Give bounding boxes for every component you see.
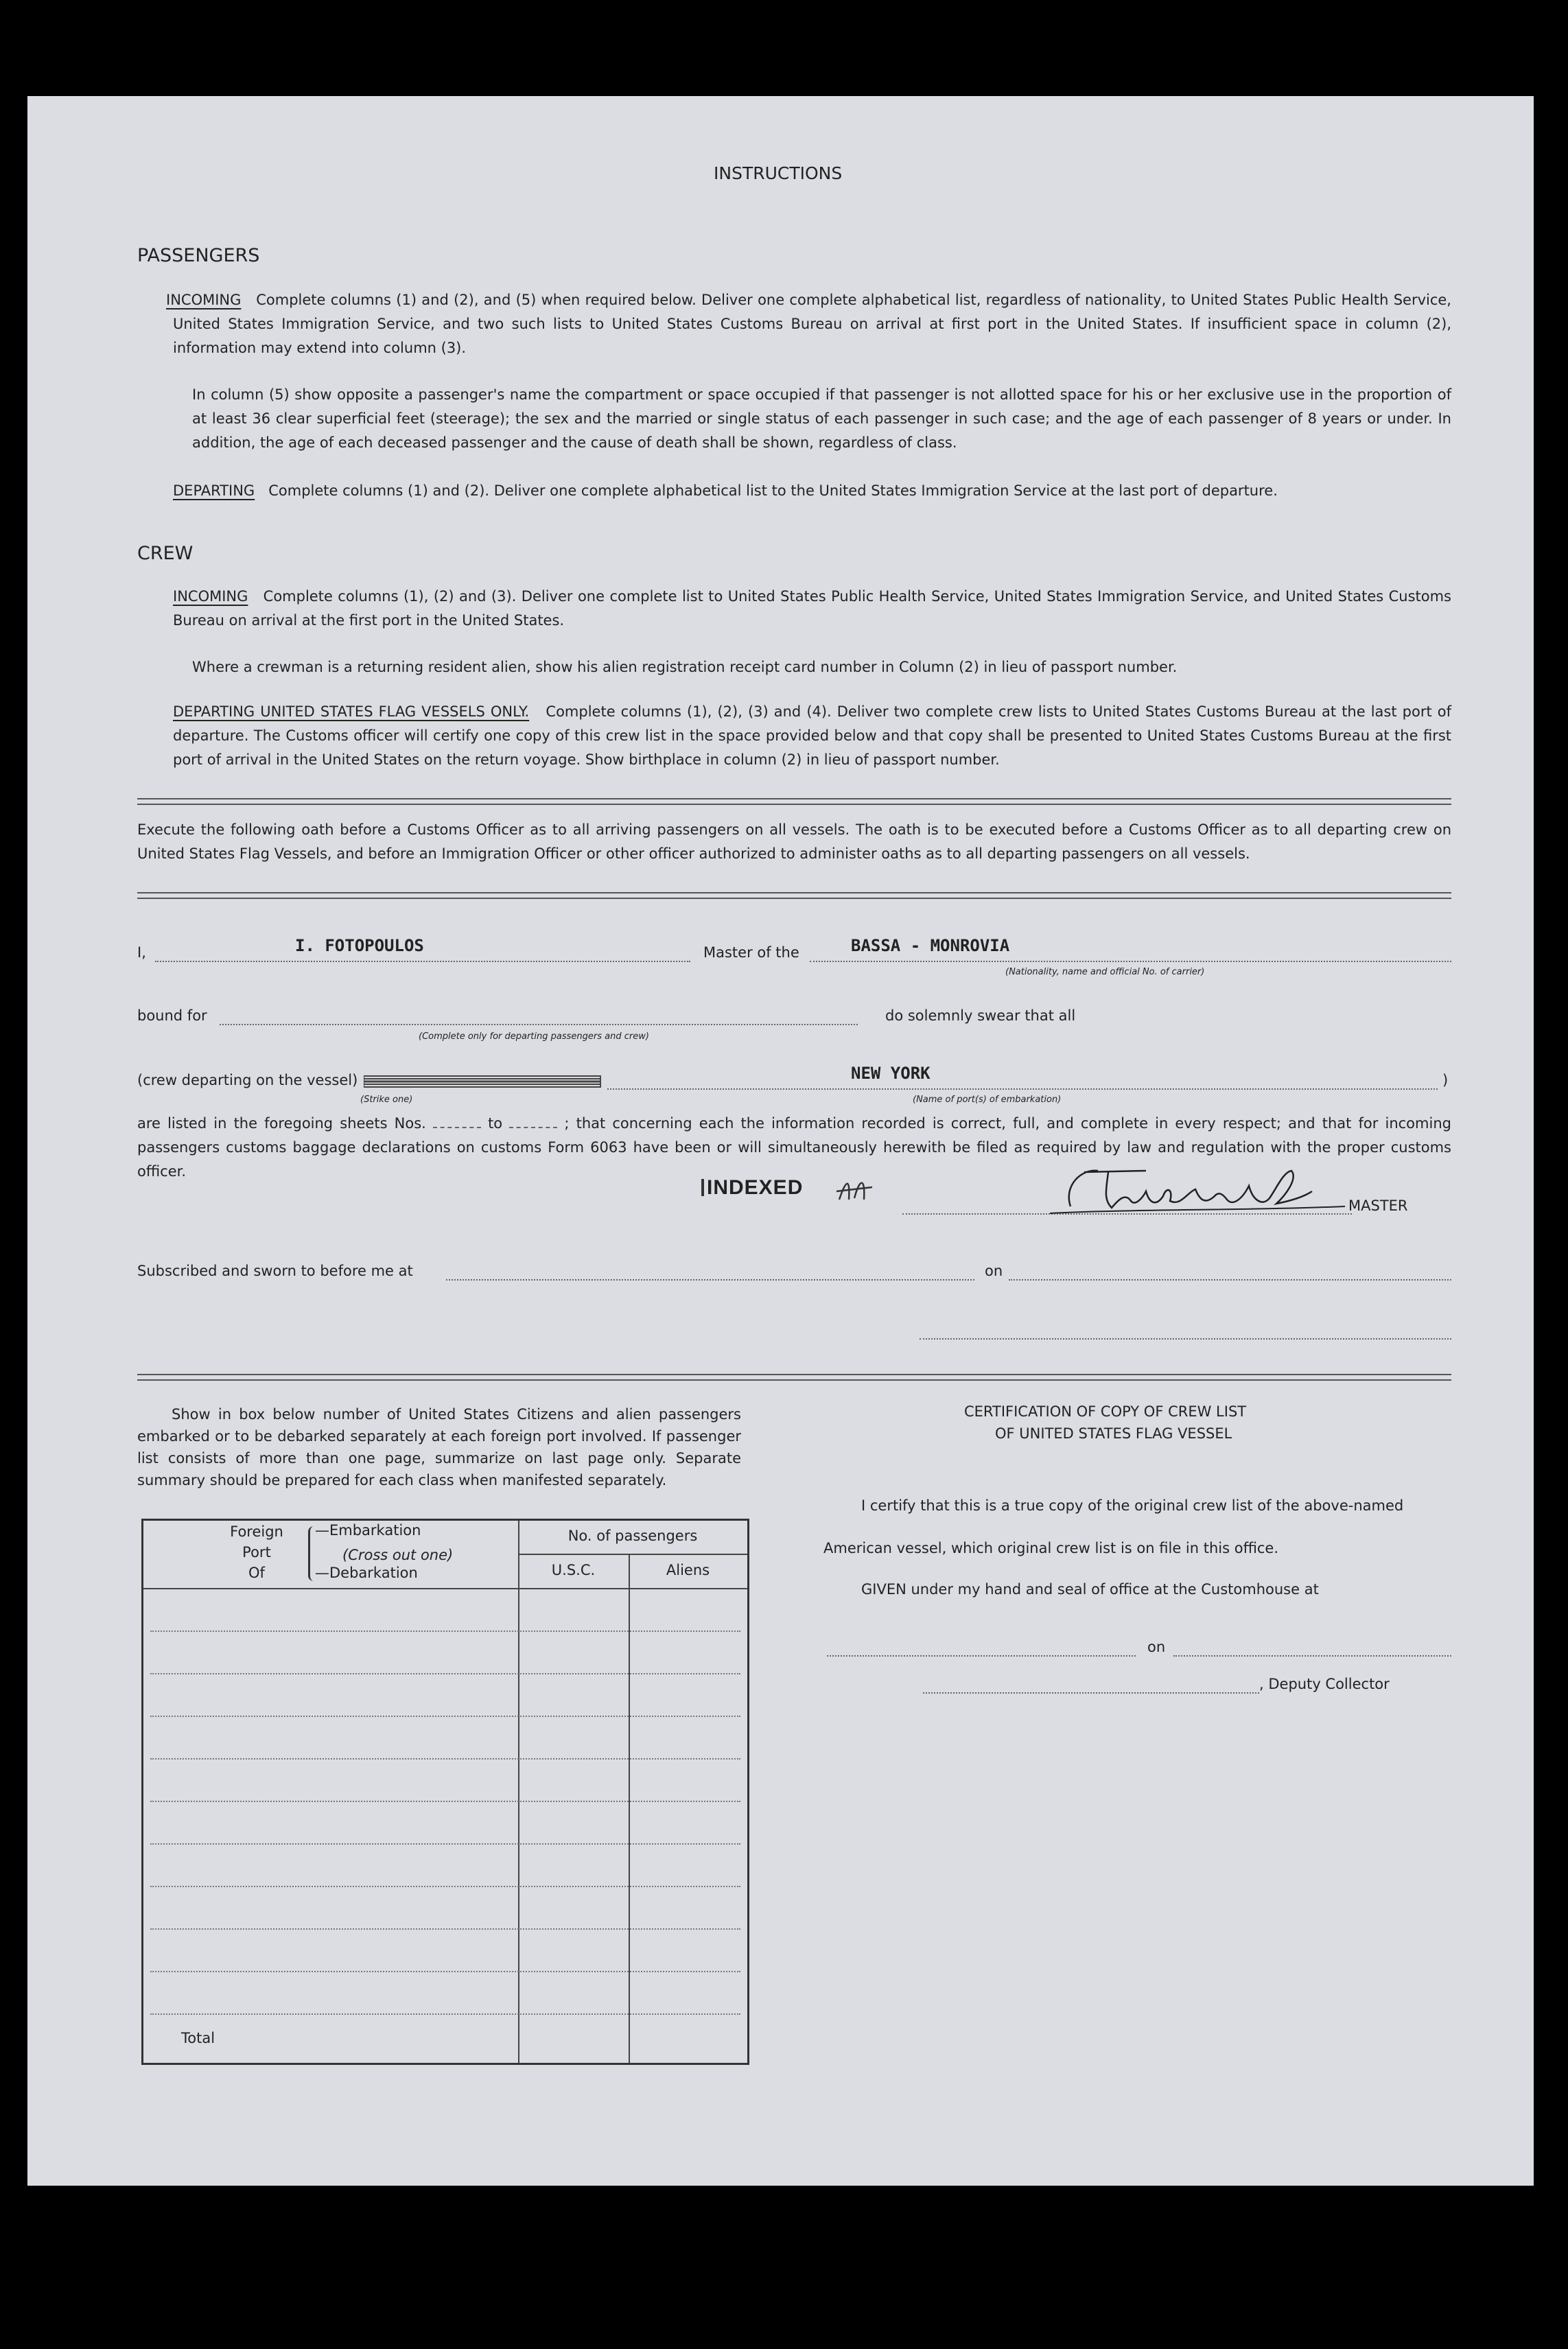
usc-label: U.S.C. [551, 1562, 596, 1578]
struck-out-text [364, 1073, 611, 1090]
sheets-text: are listed in the foregoing sheets Nos. [137, 1115, 426, 1132]
header-sep-passengers [518, 1554, 747, 1555]
form-sheet [27, 96, 1534, 2186]
table-row [150, 1801, 740, 1802]
col-divider-1 [518, 1521, 519, 2063]
master-label: MASTER [1348, 1197, 1408, 1214]
sheets-to-blank [509, 1127, 557, 1128]
strike-note: (Strike one) [360, 1095, 413, 1105]
of-label: Of [248, 1565, 265, 1581]
passengers-column5-text: In column (5) show opposite a passenger's name the compartment or space occupied if that passenger is not allotted space for his or her exclusive use in the proportion of at least 36 clear superficial feet (steerage); the sex and the married or single status of each passenger in such case; and the age of each passenger of 8 years or under. In addition, the age of each deceased passenger and the cause of death shall be shown, regardless of class. [192, 386, 1451, 451]
vessel-note: (Nationality, name and official No. of carrier) [1005, 967, 1205, 977]
port-line [607, 1088, 1438, 1090]
summary-instructions: Show in box below number of United States Citizens and alien passengers embarked or to be debarked separately at each foreign port involved. If passenger list consists of more than one page, summarize on last page only. Separate summary should be prepared for each class when manifested separately. [137, 1406, 741, 1488]
port-name: NEW YORK [851, 1064, 931, 1083]
deputy-signature-line [923, 1692, 1259, 1694]
crew-departing [173, 700, 1451, 772]
table-row [150, 1843, 740, 1845]
master-signature [1043, 1158, 1359, 1224]
table-row [150, 2013, 740, 2015]
crew-incoming-label: INCOMING [173, 588, 248, 605]
passengers-departing-text: Complete columns (1) and (2). Deliver one complete alphabetical list to the United States Immigration Service at the last port of departure. [268, 482, 1278, 499]
table-row [150, 1886, 740, 1887]
table-row [150, 1758, 740, 1760]
oath-i-label: I, [137, 944, 146, 961]
crew-incoming-text: Complete columns (1), (2) and (3). Deliver one complete list to United States Public Health Service, United States Immigration Service, and United States Customs Bureau on arrival at the first port in the United States. [173, 588, 1451, 629]
no-of-passengers-label: No. of passengers [567, 1528, 698, 1544]
close-paren: ) [1442, 1072, 1449, 1088]
oath-intro: Execute the following oath before a Customs Officer as to all arriving passengers on all vessels. The oath is to be executed before a Customs Officer as to all departing crew on United States Flag Vessels, and before an Immigration Officer or other officer authorized to administer oaths as to all departing passengers on all vessels. [137, 821, 1451, 862]
aliens-label: Aliens [666, 1562, 710, 1578]
certification-title-line1: CERTIFICATION OF COPY OF CREW LIST [964, 1403, 1247, 1420]
summary-box [141, 1519, 749, 2065]
crew-departing-text: Complete columns (1), (2), (3) and (4). Deliver two complete crew lists to United States Customs Bureau at the last port of departure. The Customs officer will certify one copy of this crew list in the space provided below and that copy shall be presented to United States Customs Bureau at the first port of arrival in the United States on the return voyage. Show birthplace in column (2) in lieu of passport number. [173, 703, 1452, 768]
passengers-incoming [166, 288, 1451, 360]
divider-oath [137, 892, 1451, 899]
passengers-departing-label: DEPARTING [173, 482, 255, 499]
table-row [150, 1716, 740, 1717]
certification-on-label: on [1147, 1639, 1166, 1655]
subscribed-on-label: on [985, 1263, 1003, 1279]
certify-text: ; that concerning each the information recorded is correct, full, and complete in every respect; and that for incoming passengers customs baggage declarations on customs Form 6063 have been or will simultaneously herewith be filed as required by law and regulation with the proper customs officer. [137, 1115, 1451, 1180]
page-heading: INSTRUCTIONS [714, 163, 843, 183]
officer-signature-line [920, 1338, 1451, 1340]
sheets-from-blank [433, 1127, 481, 1128]
certify-line1: I certify that this is a true copy of the original crew list of the above-named [861, 1497, 1404, 1514]
crew-incoming [173, 585, 1451, 633]
subscribed-label: Subscribed and sworn to before me at [137, 1263, 413, 1279]
crew-returning-text: Where a crewman is a returning resident alien, show his alien registration receipt card number in Column (2) in lieu of passport number. [192, 659, 1178, 675]
certification-title-line2: OF UNITED STATES FLAG VESSEL [995, 1425, 1232, 1442]
vessel-name: BASSA - MONROVIA [851, 936, 1010, 955]
divider-bottom [137, 1374, 1451, 1381]
vessel-line [810, 961, 1451, 962]
to-label: to [488, 1115, 503, 1132]
subscribed-date-line [1009, 1279, 1451, 1281]
subscribed-place-line [446, 1279, 974, 1281]
indexed-stamp: INDEXED [701, 1179, 803, 1196]
header-sep [143, 1588, 747, 1589]
deputy-collector-label: , Deputy Collector [1259, 1676, 1390, 1692]
crew-departing-label: DEPARTING UNITED STATES FLAG VESSELS ONLY. [173, 703, 530, 720]
certify-line2: American vessel, which original crew list is on file in this office. [823, 1540, 1279, 1556]
given-line: GIVEN under my hand and seal of office at the Customhouse at [861, 1581, 1319, 1598]
port-label: Port [242, 1544, 271, 1561]
table-row [150, 1673, 740, 1674]
foreign-label: Foreign [230, 1523, 283, 1540]
bound-for-label: bound for [137, 1007, 207, 1024]
passengers-incoming-text: Complete columns (1) and (2), and (5) when required below. Deliver one complete alphabetical list, regardless of nationality, to United States Public Health Service, United States Immigration Service, and two such lists to United States Customs Bureau on arrival at first port in the United States. If insufficient space in column (2), information may extend into column (3). [173, 292, 1451, 356]
divider-top [137, 798, 1451, 805]
passengers-incoming-label: INCOMING [166, 292, 242, 308]
master-name: I. FOTOPOULOS [295, 936, 424, 955]
port-note: (Name of port(s) of embarkation) [913, 1095, 1062, 1105]
passengers-departing [173, 479, 1451, 503]
table-row [150, 1928, 740, 1930]
customhouse-place-line [827, 1655, 1136, 1657]
table-row [150, 1971, 740, 1972]
total-label: Total [181, 2030, 215, 2046]
master-of-label: Master of the [703, 944, 799, 961]
table-row [150, 1631, 740, 1632]
cross-out-note: (Cross out one) [342, 1547, 454, 1563]
crew-heading: CREW [137, 543, 194, 564]
passengers-heading: PASSENGERS [137, 245, 260, 266]
certification-date-line [1173, 1655, 1451, 1657]
bound-for-line [220, 1024, 858, 1025]
crew-departing-label: (crew departing on the vessel) [137, 1072, 358, 1088]
embarkation-label: —Embarkation [315, 1522, 421, 1539]
stamp-initials [834, 1172, 882, 1206]
bracket-icon [308, 1526, 314, 1581]
debarkation-label: —Debarkation [315, 1565, 418, 1581]
swear-label: do solemnly swear that all [885, 1007, 1076, 1024]
master-name-line [155, 961, 690, 962]
bound-for-note: (Complete only for departing passengers and crew) [419, 1031, 649, 1042]
